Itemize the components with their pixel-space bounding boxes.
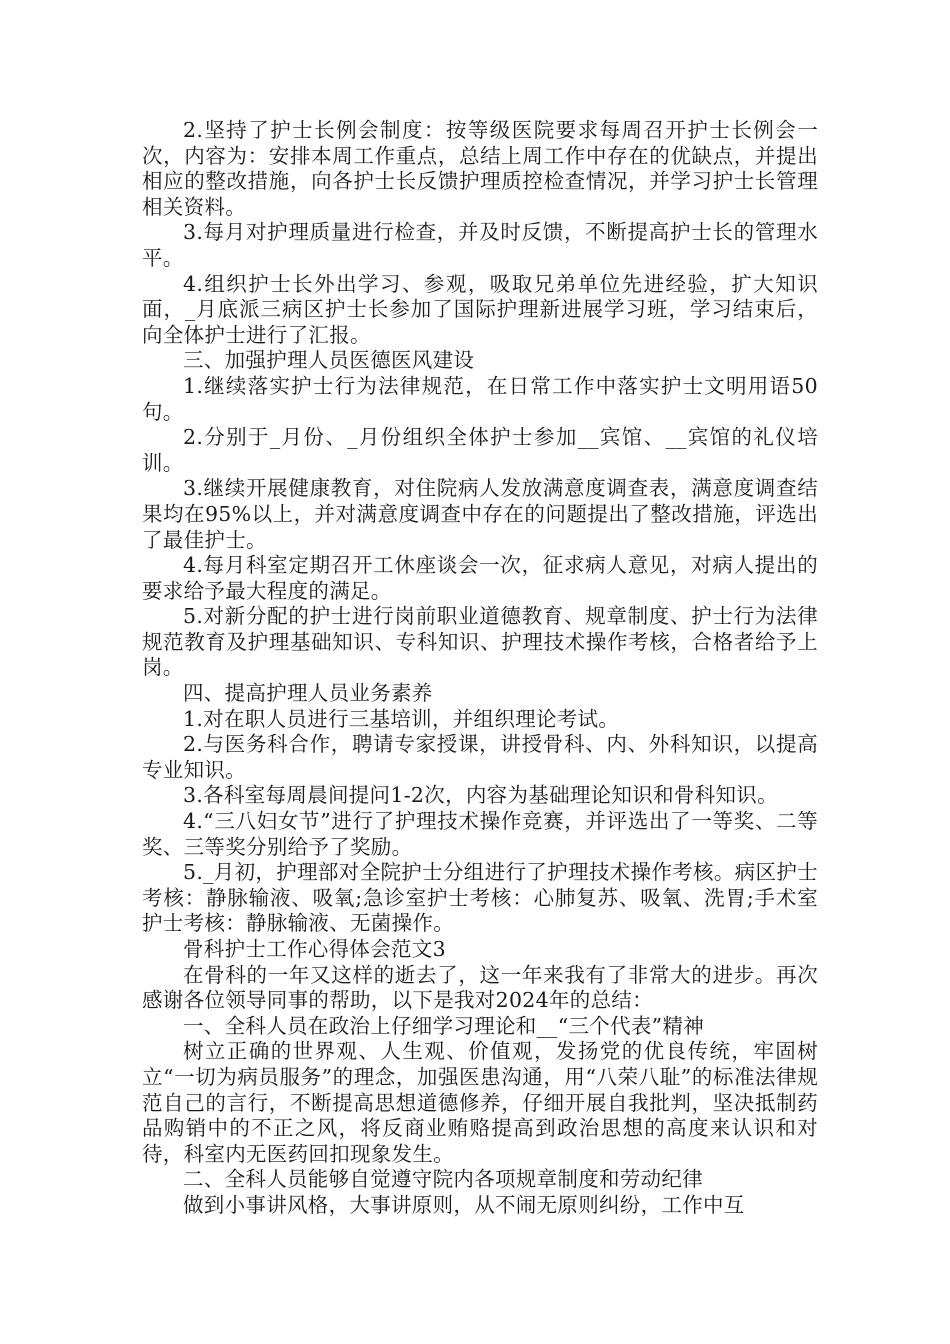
paragraph: 4.“三八妇女节”进行了护理技术操作竞赛，并评选出了一等奖、二等奖、三等奖分别给予了奖励。 bbox=[142, 809, 818, 859]
paragraph: 4.每月科室定期召开工休座谈会一次，征求病人意见，对病人提出的要求给予最大程度的满足。 bbox=[142, 553, 818, 603]
paragraph: 2.与医务科合作，聘请专家授课，讲授骨科、内、外科知识，以提高专业知识。 bbox=[142, 732, 818, 782]
paragraph: 2.坚持了护士长例会制度：按等级医院要求每周召开护士长例会一次，内容为：安排本周工作重点，总结上周工作中存在的优缺点，并提出相应的整改措施，向各护士长反馈护理质控检查情况，并学习护士长管理相关资料。 bbox=[142, 118, 818, 219]
paragraph: 4.组织护士长外出学习、参观，吸取兄弟单位先进经验，扩大知识面，_月底派三病区护士长参加了国际护理新进展学习班，学习结束后，向全体护士进行了汇报。 bbox=[142, 271, 818, 347]
section-heading: 一、全科人员在政治上仔细学习理论和__“三个代表”精神 bbox=[183, 1013, 705, 1038]
document-page bbox=[142, 118, 818, 1219]
paragraph: 1.继续落实护士行为法律规范，在日常工作中落实护士文明用语50句。 bbox=[142, 373, 818, 424]
paragraph: 3.继续开展健康教育，对住院病人发放满意度调查表，满意度调查结果均在95%以上，并对满意度调查中存在的问题提出了整改措施，评选出了最佳护士。 bbox=[142, 476, 818, 552]
paragraph: 树立正确的世界观、人生观、价值观，发扬党的优良传统，牢固树立“一切为病员服务”的理念，加强医患沟通，用“八荣八耻”的标准法律规范自己的言行，不断提高思想道德修养，仔细开展自我批判，坚决抵制药品购销中的不正之风，将反商业贿赂提高到政治思想的高度来认识和对待，科室内无医药回扣现象发生。 bbox=[142, 1039, 818, 1166]
paragraph: 5._月初，护理部对全院护士分组进行了护理技术操作考核。病区护士考核：静脉输液、吸氧;急诊室护士考核：心肺复苏、吸氧、洗胃;手术室护士考核：静脉输液、无菌操作。 bbox=[142, 860, 818, 936]
paragraph: 在骨科的一年又这样的逝去了，这一年来我有了非常大的进步。再次感谢各位领导同事的帮助，以下是我对2024年的总结： bbox=[142, 962, 818, 1013]
paragraph: 做到小事讲风格，大事讲原则，从不闹无原则纠纷，工作中互 bbox=[183, 1192, 745, 1217]
section-heading: 四、提高护理人员业务素养 bbox=[183, 681, 433, 706]
section-heading: 三、加强护理人员医德医风建设 bbox=[183, 348, 475, 373]
section-heading: 二、全科人员能够自觉遵守院内各项规章制度和劳动纪律 bbox=[183, 1167, 703, 1192]
paragraph: 1.对在职人员进行三基培训，并组织理论考试。 bbox=[183, 706, 620, 731]
article-title: 骨科护士工作心得体会范文3 bbox=[183, 937, 446, 961]
paragraph: 3.各科室每周晨间提问1-2次，内容为基础理论知识和骨科知识。 bbox=[183, 783, 778, 808]
paragraph: 2.分别于_月份、_月份组织全体护士参加__宾馆、__宾馆的礼仪培训。 bbox=[142, 425, 818, 475]
paragraph: 5.对新分配的护士进行岗前职业道德教育、规章制度、护士行为法律规范教育及护理基础知识、专科知识、护理技术操作考核，合格者给予上岗。 bbox=[142, 604, 818, 680]
paragraph: 3.每月对护理质量进行检查，并及时反馈，不断提高护士长的管理水平。 bbox=[142, 220, 818, 270]
